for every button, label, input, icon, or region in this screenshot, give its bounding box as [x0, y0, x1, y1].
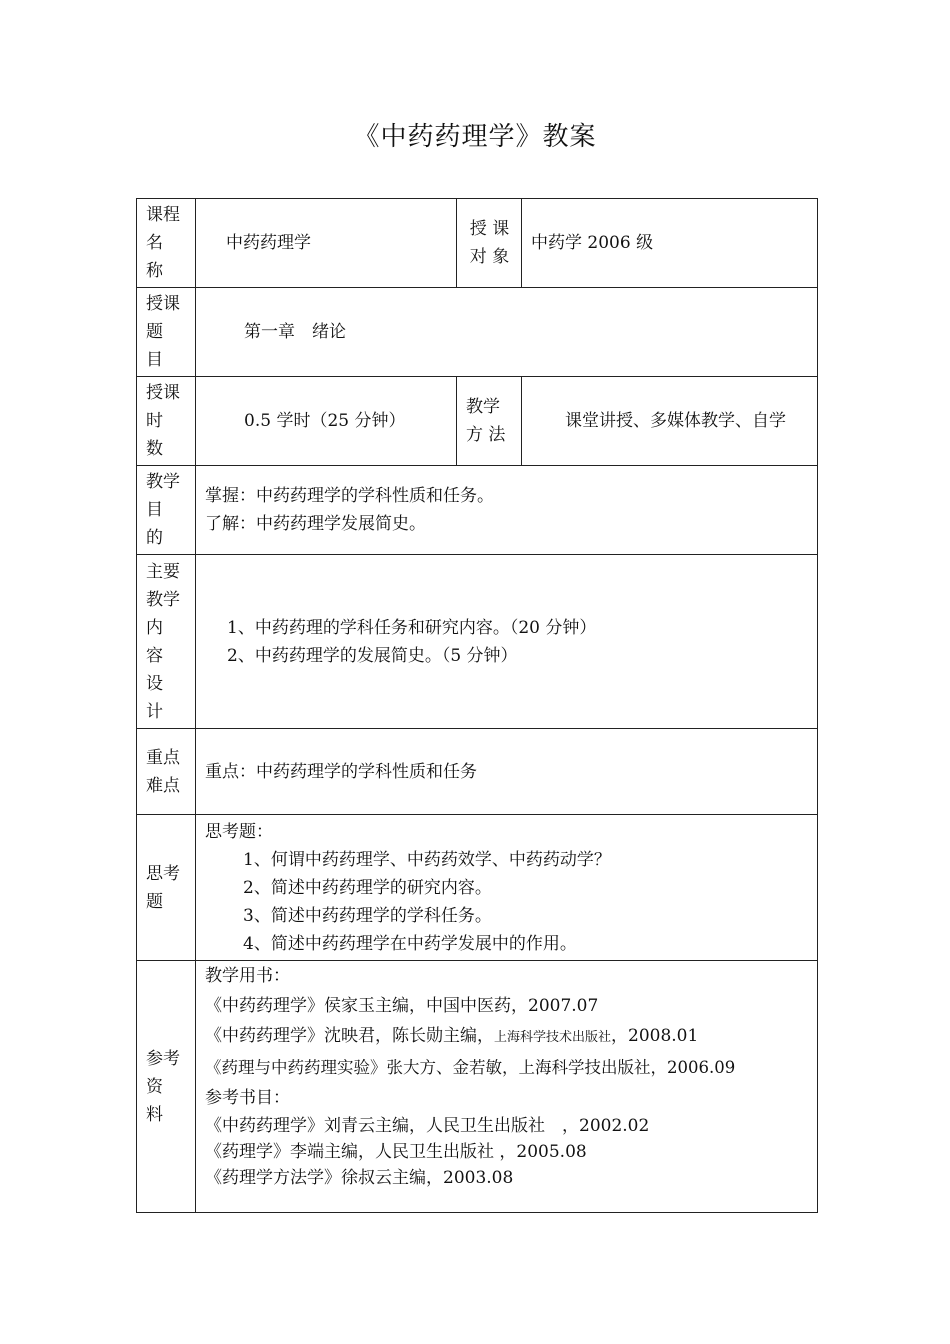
hours-value: 0.5 学时（25 分钟）: [196, 377, 457, 466]
references-value: [196, 961, 818, 1213]
audience-value: 中药学 2006 级: [522, 199, 818, 288]
refs-heading: 参考书目：: [205, 1088, 290, 1108]
row-questions: [137, 815, 818, 961]
questions-heading: 思考题：: [205, 821, 273, 842]
row-objectives: [137, 466, 818, 555]
textbook-item: 《药理与中药药理实验》张大方、金若敏，上海科学技出版社，2006.09: [205, 1058, 736, 1077]
label-method: 教学 方 法: [457, 377, 522, 466]
row-key-points: [137, 729, 818, 815]
label-objectives: 教学 目 的: [137, 466, 196, 555]
label-references: 参考 资 料: [137, 961, 196, 1213]
question-item: 4、简述中药药理学在中药学发展中的作用。: [243, 933, 577, 954]
lesson-plan-table: [136, 198, 818, 1213]
row-course-name: [137, 199, 818, 288]
question-item: 2、简述中药药理学的研究内容。: [243, 877, 492, 898]
method-value: 课堂讲授、多媒体教学、自学: [522, 377, 818, 466]
objective-item: 掌握：中药药理学的学科性质和任务。: [205, 486, 494, 506]
questions-value: [196, 815, 818, 961]
label-audience: 授 课 对 象: [457, 199, 522, 288]
row-references: [137, 961, 818, 1213]
label-topic: 授课 题 目: [137, 288, 196, 377]
content-value: [196, 555, 818, 729]
label-course-name: 课程 名 称: [137, 199, 196, 288]
ref-item: 《药理学》李端主编，人民卫生出版社 ，2005.08: [205, 1142, 587, 1162]
textbooks-heading: 教学用书：: [205, 966, 290, 986]
ref-item: 《药理学方法学》徐叔云主编，2003.08: [205, 1168, 514, 1188]
content-item: 1、中药药理的学科任务和研究内容。（20 分钟）: [227, 617, 597, 638]
label-questions: 思考 题: [137, 815, 196, 961]
label-key-points: 重点 难点: [137, 729, 196, 815]
textbook-item: 《中药药理学》沈映君，陈长勋主编，上海科学技术出版社，2008.01: [205, 1026, 699, 1046]
row-content: [137, 555, 818, 729]
objectives-value: [196, 466, 818, 555]
label-content: 主要 教学 内 容 设 计: [137, 555, 196, 729]
content-item: 2、中药药理学的发展简史。（5 分钟）: [227, 645, 518, 666]
objective-item: 了解：中药药理学发展简史。: [205, 514, 426, 534]
question-item: 1、何谓中药药理学、中药药效学、中药药动学？: [243, 849, 611, 870]
key-points-value: 重点：中药药理学的学科性质和任务: [196, 729, 818, 815]
question-item: 3、简述中药药理学的学科任务。: [243, 905, 492, 926]
row-hours: [137, 377, 818, 466]
topic-value: 第一章 绪论: [196, 288, 818, 377]
textbook-item: 《中药药理学》侯家玉主编，中国中医药，2007.07: [205, 996, 599, 1016]
label-hours: 授课 时 数: [137, 377, 196, 466]
course-name-value: 中药药理学: [196, 199, 457, 288]
page-title: 《中药药理学》教案: [353, 122, 597, 152]
row-topic: [137, 288, 818, 377]
ref-item: 《中药药理学》刘青云主编，人民卫生出版社 ，2002.02: [205, 1116, 650, 1136]
